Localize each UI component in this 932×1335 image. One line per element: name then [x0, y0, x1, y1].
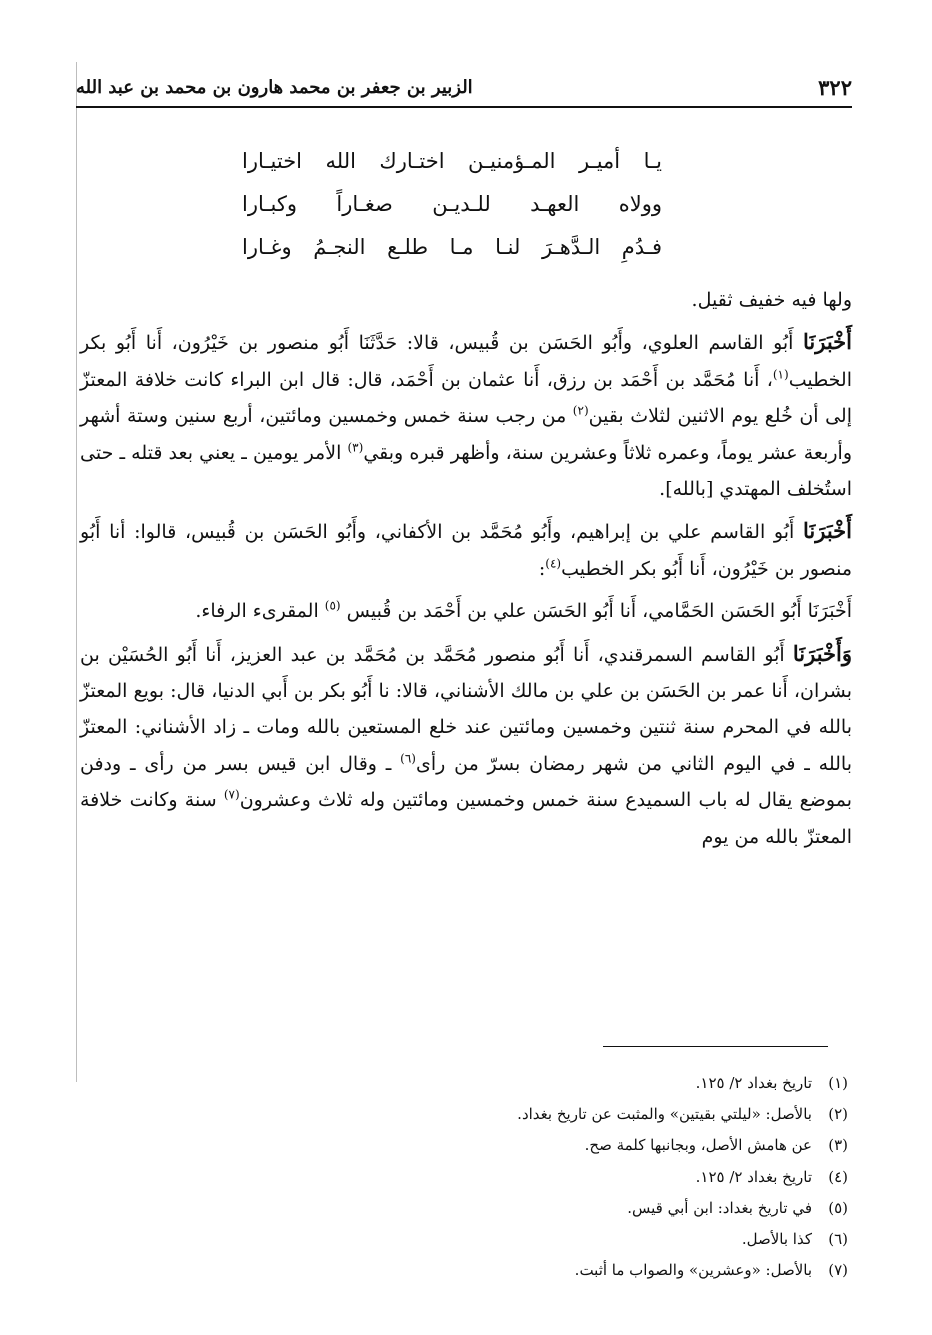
poem-verse: يـا أميـر المـؤمنيـن اختـارك الله اختيـارا	[242, 149, 662, 173]
page-header	[76, 70, 852, 104]
footnote-item	[248, 1130, 848, 1161]
paragraph-text: ـ وقال ابن قيس بسر من رأى ـ ودفن بموضع يقال له باب السميدع سنة خمس وخمسين ومائتين وله ثلاث وعشرون	[80, 752, 853, 812]
footnote-text: عن هامش الأصل، وبجانبها كلمة صح.	[584, 1136, 812, 1155]
running-title: الزبير بن جعفر بن محمد هارون بن محمد بن عبد الله	[76, 76, 473, 98]
paragraph-text: أَبُو القاسم علي بن إبراهيم، وأَبُو مُحَمَّد بن الأكفاني، وأَبُو الحَسَن بن قُبيس، قالوا: أنا أَبُو منصور بن خَيْرُون، أَنا أَبُو بكر الخطيب	[80, 521, 852, 580]
footnote-number: (٧)	[828, 1261, 848, 1280]
footnote-ref[interactable]: (٦)	[400, 751, 416, 766]
poem-block	[242, 140, 662, 269]
paragraph-2	[80, 324, 852, 507]
paragraph-text: ولها فيه خفيف ثقيل.	[691, 289, 852, 311]
footnote-item	[248, 1224, 848, 1255]
paragraph-text: أَبُو القاسم العلوي، وأَبُو الحَسَن بن قُبيس، قالا: حَدَّثَنَا أَبُو منصور بن خَيْرُون، أَنا أَبُو بكر الخطيب	[80, 332, 852, 391]
isnad-lead: أَخْبَرَنَا	[803, 329, 852, 355]
footnote-item	[248, 1255, 848, 1286]
footnote-text: في تاريخ بغداد: ابن أبي قيس.	[627, 1198, 812, 1217]
footnote-rule	[603, 1046, 828, 1047]
footnote-ref[interactable]: (٥)	[324, 598, 341, 613]
footnote-number: (٤)	[828, 1167, 848, 1186]
paragraph-text: ، أَنا مُحَمَّد بن أَحْمَد بن رزق، أَنا عثمان بن أَحْمَد، قال: قال ابن البراء كانت خلافة المعتزّ إلى أن خُلع يوم الاثنين لثلاث بقين	[80, 368, 852, 428]
paragraph-text: :	[538, 557, 546, 580]
footnote-ref[interactable]: (١)	[772, 367, 789, 382]
footnote-number: (١)	[828, 1074, 848, 1092]
page-number: ٣٢٢	[818, 74, 852, 100]
footnote-item	[248, 1099, 848, 1130]
footnote-text: تاريخ بغداد ٢/ ١٢٥.	[695, 1167, 812, 1186]
paragraph-5	[80, 636, 852, 855]
footnote-ref[interactable]: (٧)	[223, 787, 240, 802]
footnote-number: (٥)	[828, 1198, 848, 1217]
footnote-number: (٣)	[828, 1136, 848, 1155]
paragraph-text: الأمر يومين ـ يعني بعد قتله ـ حتى استُخلف المهتدي [بالله].	[80, 441, 852, 501]
header-rule	[76, 106, 852, 108]
footnote-text: كذا بالأصل.	[741, 1229, 812, 1248]
footnote-ref[interactable]: (٣)	[347, 440, 364, 455]
paragraph-text: المقرىء الرفاء.	[195, 600, 325, 623]
footnote-text: بالأصل: «ليلتي بقيتين» والمثبت عن تاريخ بغداد.	[517, 1105, 812, 1124]
paragraph-text: سنة وكانت خلافة المعتزّ بالله من يوم	[80, 789, 852, 848]
footnotes	[248, 1068, 848, 1286]
isnad-lead: وَأَخْبَرَنَا	[792, 640, 852, 666]
footnote-number: (٦)	[828, 1229, 848, 1248]
main-text	[80, 282, 852, 855]
footnote-ref[interactable]: (٤)	[545, 556, 562, 571]
paragraph-text: أَبُو القاسم السمرقندي، أَنا أَبُو منصور مُحَمَّد بن مُحَمَّد بن عبد العزيز، أَنا أَبُو الحُسَيْن بن بشران، أَنا عمر بن الحَسَن بن علي بن مالك الأشناني، قالا: نا أَبُو بكر بن أَبي الدنيا، قال: بويع المعتزّ بالله في المحرم سنة ثنتين وخمسين ومائتين عند خلع المستعين بالله ومات ـ زاد الأشناني: المعتزّ بالله ـ في اليوم الثاني من شهر رمضان بسرّ من رأى	[80, 643, 852, 775]
footnote-item	[248, 1162, 848, 1193]
poem-verse: فـدُمِ الـدَّهـرَ لنـا مـا طلـع النجـمُ وغـارا	[242, 235, 662, 259]
paragraph-3	[80, 513, 852, 587]
poem-verse: وولاه العهـد للـديـن صغـاراً وكبـارا	[242, 192, 662, 216]
footnote-text: تاريخ بغداد ٢/ ١٢٥.	[695, 1074, 812, 1092]
footnote-item	[248, 1068, 848, 1099]
isnad-lead: أَخْبَرَنَا	[803, 518, 852, 544]
footnote-text: بالأصل: «وعشرين» والصواب ما أثبت.	[574, 1261, 812, 1280]
paragraph-1	[80, 282, 852, 318]
footnote-item	[248, 1193, 848, 1224]
page-left-rule	[76, 62, 77, 1082]
paragraph-text: أَخْبَرَنَا أَبُو الحَسَن الحَمَّامي، أَنا أَبُو الحَسَن علي بن أَحْمَد بن قُبيس	[340, 600, 852, 623]
footnote-ref[interactable]: (٢)	[572, 403, 589, 418]
paragraph-4	[80, 593, 852, 629]
paragraph-text: من رجب سنة خمس وخمسين ومائتين، أربع سنين وستة أشهر وأربعة عشر يوماً، وعمره ثلاثاً وعشرين سنة، وأظهر قبره وبقي	[80, 405, 853, 464]
footnote-number: (٢)	[828, 1105, 848, 1124]
